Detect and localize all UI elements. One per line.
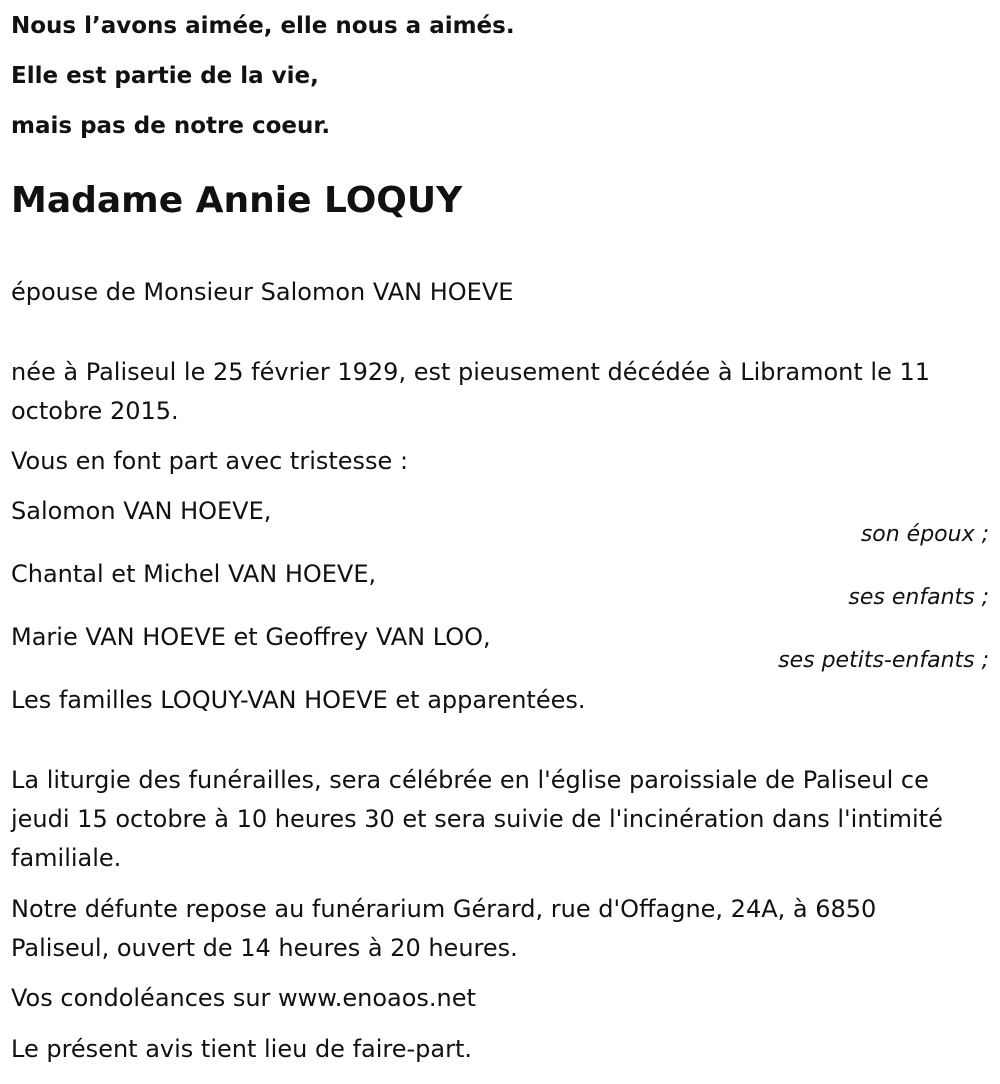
condolences-line: Vos condoléances sur www.enoaos.net [11,984,476,1012]
family-member-relation: ses enfants ; [848,585,989,610]
deceased-name: Madame Annie LOQUY [11,180,463,221]
verse-line-2: Elle est partie de la vie, [11,63,319,89]
verse-line-3: mais pas de notre coeur. [11,113,331,139]
liturgy-paragraph: La liturgie des funérailles, sera célébrée en l'église paroissiale de Paliseul ce jeudi 15 octobre à 10 heures 30 et sera suivie de l'incinération dans l'intimité familiale. [11,766,943,872]
families-line: Les familles LOQUY-VAN HOEVE et apparentées. [11,686,586,714]
birth-death-paragraph: née à Paliseul le 25 février 1929, est pieusement décédée à Libramont le 11 octobre 2015. [11,358,931,425]
family-member-names: Salomon VAN HOEVE, [11,497,272,525]
family-member-names: Marie VAN HOEVE et Geoffrey VAN LOO, [11,623,491,651]
notice-line: Le présent avis tient lieu de faire-part. [11,1035,473,1063]
verse [11,1,991,151]
reposing-paragraph: Notre défunte repose au funérarium Gérard, rue d'Offagne, 24A, à 6850 Paliseul, ouvert de 14 heures à 20 heures. [11,895,877,962]
obituary-notice [11,0,991,1063]
family-member-relation: ses petits-enfants ; [778,648,989,673]
verse-line-1: Nous l’avons aimée, elle nous a aimés. [11,13,515,39]
family-member-relation: son époux ; [860,522,989,547]
spouse-line: épouse de Monsieur Salomon VAN HOEVE [11,278,514,306]
announce-line: Vous en font part avec tristesse : [11,447,409,475]
family-member-names: Chantal et Michel VAN HOEVE, [11,560,377,588]
